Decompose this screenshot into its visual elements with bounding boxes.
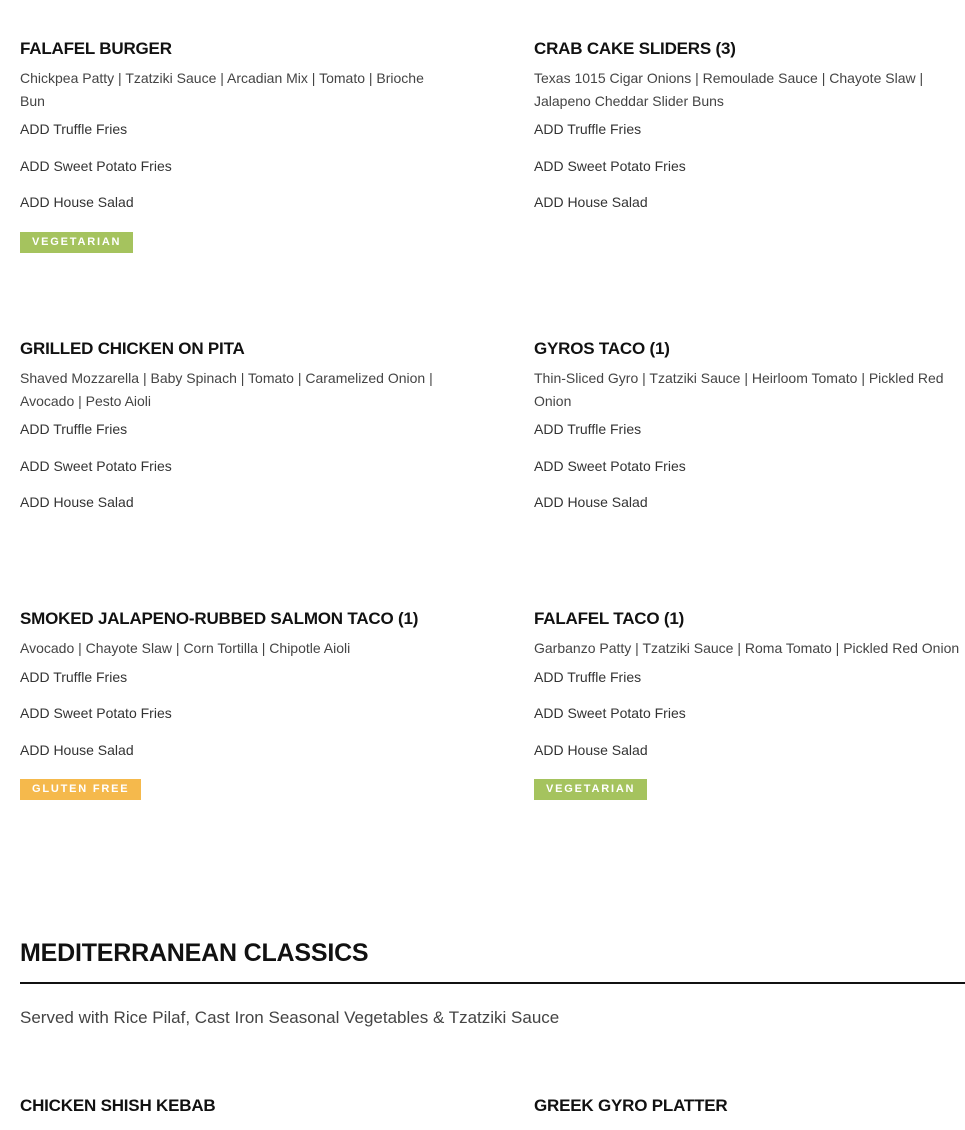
addon-house-salad[interactable]: ADD House Salad <box>534 741 648 758</box>
item-description: Texas 1015 Cigar Onions | Remoulade Sauce | Chayote Slaw | Jalapeno Cheddar Slider Buns <box>534 70 924 109</box>
addon-sweet-potato-fries[interactable]: ADD Sweet Potato Fries <box>534 457 686 474</box>
section-divider <box>20 982 965 984</box>
menu-item-salmon-taco <box>20 605 420 800</box>
addon-truffle-fries[interactable]: ADD Truffle Fries <box>534 668 642 685</box>
addon-truffle-fries[interactable]: ADD Truffle Fries <box>534 421 642 437</box>
addon-truffle-fries[interactable]: ADD Truffle Fries <box>534 121 642 137</box>
gluten-free-badge: GLUTEN FREE <box>20 779 141 800</box>
menu-item-grilled-chicken-pita <box>20 335 450 530</box>
addon-sweet-potato-fries[interactable]: ADD Sweet Potato Fries <box>20 157 172 174</box>
addon-truffle-fries[interactable]: ADD Truffle Fries <box>20 668 128 685</box>
menu-item-chicken-shish-kebab <box>20 1092 450 1124</box>
addon-truffle-fries[interactable]: ADD Truffle Fries <box>20 421 128 437</box>
menu-item-gyros-taco <box>534 335 959 530</box>
addon-house-salad[interactable]: ADD House Salad <box>534 494 648 510</box>
addon-sweet-potato-fries[interactable]: ADD Sweet Potato Fries <box>534 157 686 174</box>
item-description: Shaved Mozzarella | Baby Spinach | Tomato | Caramelized Onion | Avocado | Pesto Aioli <box>20 370 433 409</box>
menu-item-falafel-burger <box>20 35 450 253</box>
addon-sweet-potato-fries[interactable]: ADD Sweet Potato Fries <box>534 705 686 721</box>
menu-item-greek-gyro-platter <box>534 1092 964 1124</box>
addon-house-salad[interactable]: ADD House Salad <box>20 194 134 210</box>
addon-sweet-potato-fries[interactable]: ADD Sweet Potato Fries <box>20 705 172 721</box>
item-title: FALAFEL BURGER <box>20 39 172 58</box>
section-title: MEDITERRANEAN CLASSICS <box>20 939 369 967</box>
vegetarian-badge: VEGETARIAN <box>20 232 133 253</box>
section-subtitle: Served with Rice Pilaf, Cast Iron Seasonal Vegetables & Tzatziki Sauce <box>20 1008 560 1027</box>
menu-item-crab-cake-sliders <box>534 35 954 230</box>
addon-sweet-potato-fries[interactable]: ADD Sweet Potato Fries <box>20 457 172 474</box>
item-description: Avocado | Chayote Slaw | Corn Tortilla | Chipotle Aioli <box>20 640 351 656</box>
item-title: GYROS TACO (1) <box>534 339 670 358</box>
item-title: GREEK GYRO PLATTER <box>534 1096 728 1115</box>
item-title: CHICKEN SHISH KEBAB <box>20 1096 216 1115</box>
item-title: FALAFEL TACO (1) <box>534 609 685 628</box>
addon-house-salad[interactable]: ADD House Salad <box>20 494 134 510</box>
item-title: CRAB CAKE SLIDERS (3) <box>534 39 736 58</box>
menu-item-falafel-taco <box>534 605 965 800</box>
addon-house-salad[interactable]: ADD House Salad <box>534 194 648 210</box>
item-title: GRILLED CHICKEN ON PITA <box>20 339 245 358</box>
item-description: Garbanzo Patty | Tzatziki Sauce | Roma Tomato | Pickled Red Onion <box>534 640 960 656</box>
vegetarian-badge: VEGETARIAN <box>534 779 647 800</box>
item-title: SMOKED JALAPENO-RUBBED SALMON TACO (1) <box>20 609 419 628</box>
item-description: Chickpea Patty | Tzatziki Sauce | Arcadian Mix | Tomato | Brioche Bun <box>20 70 424 109</box>
item-description: Thin-Sliced Gyro | Tzatziki Sauce | Heirloom Tomato | Pickled Red Onion <box>534 370 944 409</box>
addon-truffle-fries[interactable]: ADD Truffle Fries <box>20 121 128 137</box>
addon-house-salad[interactable]: ADD House Salad <box>20 741 134 758</box>
